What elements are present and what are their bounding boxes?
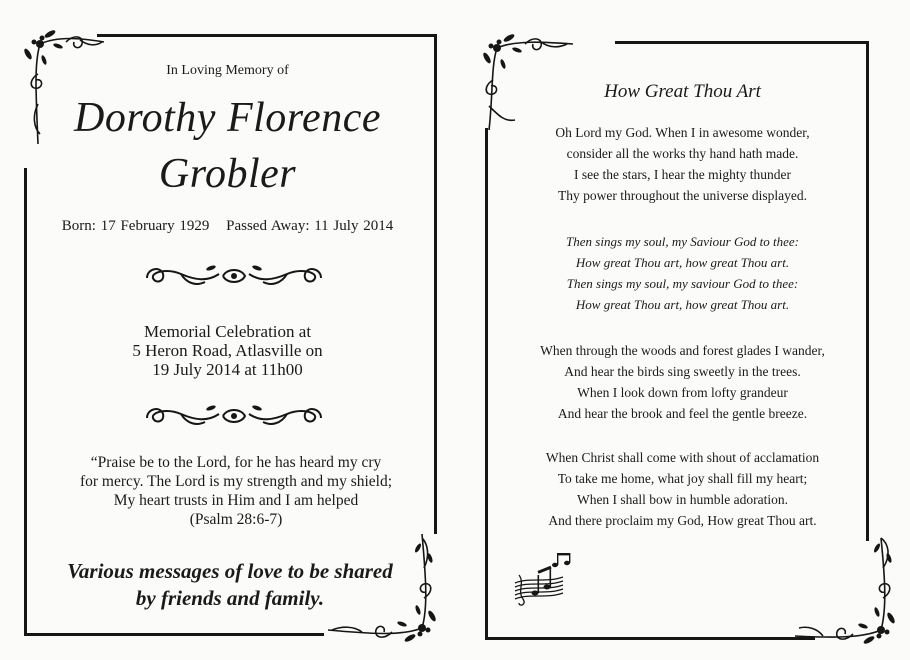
frame-top-line <box>97 34 437 37</box>
hymn-stanza-1 <box>455 122 910 206</box>
deceased-name-last: Grobler <box>158 151 297 197</box>
music-notes-icon <box>513 553 577 609</box>
floral-corner-icon <box>793 528 903 648</box>
lyric-line: When I look down from lofty grandeur <box>577 385 788 400</box>
scroll-divider-icon <box>141 260 327 292</box>
lyric-line: Then sings my soul, my Saviour God to thee: <box>566 234 799 249</box>
lyric-line: Oh Lord my God. When I in awesome wonder, <box>555 125 810 140</box>
celebration-line: 5 Heron Road, Atlasville on <box>132 341 323 360</box>
born-date: Born: 17 February 1929 <box>61 218 210 234</box>
lyric-line: consider all the works thy hand hath made. <box>566 146 799 161</box>
frame-top-line <box>615 41 869 44</box>
messages-line: by friends and family. <box>135 586 325 610</box>
lyric-line: I see the stars, I hear the mighty thunder <box>573 167 792 182</box>
lyric-line: When Christ shall come with shout of acclamation <box>545 450 820 465</box>
frame-bottom-line <box>24 633 324 636</box>
passed-date: Passed Away: 11 July 2014 <box>226 218 394 234</box>
lyric-line: When through the woods and forest glades I wander, <box>540 343 825 358</box>
memorial-celebration <box>0 322 455 379</box>
lyric-line: Then sings my soul, my saviour God to thee: <box>566 276 799 291</box>
lyric-line: And there proclaim my God, How great Thou art. <box>548 513 817 528</box>
lyric-line: How great Thou art, how great Thou art. <box>575 255 790 270</box>
hymn-chorus <box>455 231 910 315</box>
celebration-line: 19 July 2014 at 11h00 <box>152 360 303 379</box>
memory-label: In Loving Memory of <box>166 63 289 78</box>
celebration-line: Memorial Celebration at <box>143 322 312 341</box>
lyric-line: Thy power throughout the universe displayed. <box>558 188 807 203</box>
scroll-divider-icon <box>141 400 327 432</box>
verse-line: My heart trusts in Him and I am helped <box>113 492 359 509</box>
lyric-line: And hear the brook and feel the gentle breeze. <box>557 406 808 421</box>
floral-corner-icon <box>322 528 442 646</box>
lyric-line: And hear the birds sing sweetly in the trees. <box>564 364 801 379</box>
frame-bottom-line <box>485 637 815 640</box>
right-page <box>455 0 910 660</box>
hymn-stanza-3 <box>455 340 910 424</box>
psalm-verse <box>0 453 472 529</box>
deceased-name-first: Dorothy Florence <box>74 95 381 141</box>
life-dates <box>0 218 455 235</box>
lyric-line: How great Thou art, how great Thou art. <box>575 297 790 312</box>
verse-reference: (Psalm 28:6-7) <box>189 511 283 528</box>
hymn-stanza-4 <box>455 447 910 531</box>
verse-line: for mercy. The Lord is my strength and my shield; <box>79 473 393 490</box>
hymn-title: How Great Thou Art <box>604 81 761 102</box>
messages-line: Various messages of love to be shared <box>67 559 393 583</box>
verse-line: “Praise be to the Lord, for he has heard my cry <box>90 454 382 471</box>
lyric-line: When I shall bow in humble adoration. <box>576 492 789 507</box>
lyric-line: To take me home, what joy shall fill my heart; <box>557 471 808 486</box>
